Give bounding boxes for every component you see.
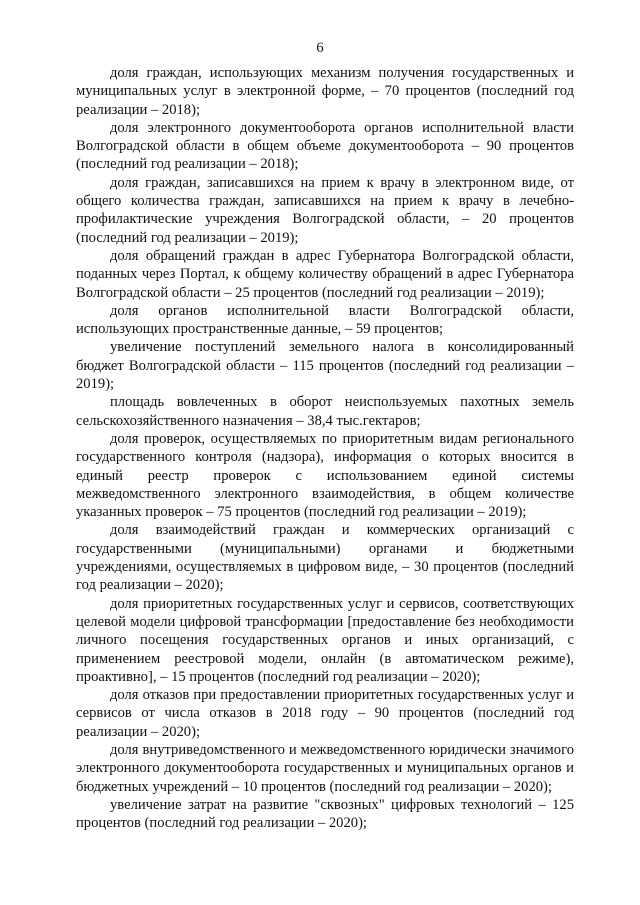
paragraph: доля граждан, использующих механизм получения государственных и муниципальных услуг в электронной форме, – 70 процентов (последний год реализации – 2018); xyxy=(76,65,574,118)
document-body xyxy=(76,64,574,832)
paragraph: увеличение поступлений земельного налога в консолидированный бюджет Волгоградской области – 115 процентов (последний год реализации – 2019); xyxy=(76,339,574,393)
paragraph: доля внутриведомственного и межведомственного юридически значимого электронного документооборота государственных и муниципальных органов и бюджетных учреждений – 10 процентов (последний год реализации – 2020); xyxy=(76,741,574,795)
paragraph: доля органов исполнительной власти Волгоградской области, использующих пространственные данные, – 59 процентов; xyxy=(76,302,574,338)
paragraph: доля взаимодействий граждан и коммерческих организаций с государственными (муниципальными) органами и бюджетными учреждениями, осуществляемых в цифровом виде, – 30 процентов (последний год реализации – 2020); xyxy=(76,522,574,594)
paragraph: доля граждан, записавшихся на прием к врачу в электронном виде, от общего количества граждан, записавшихся на прием к врачу в лечебно-профилактические учреждения Волгоградской области, – 20 процентов (последний год реализации – 2019); xyxy=(76,174,574,246)
paragraph: увеличение затрат на развитие "сквозных" цифровых технологий – 125 процентов (последний год реализации – 2020); xyxy=(76,796,574,832)
page-number: 6 xyxy=(316,40,324,56)
paragraph: площадь вовлеченных в оборот неиспользуемых пахотных земель сельскохозяйственного назначения – 38,4 тыс.гектаров; xyxy=(76,394,574,429)
paragraph: доля электронного документооборота органов исполнительной власти Волгоградской области в общем объеме документооборота – 90 процентов (последний год реализации – 2018); xyxy=(76,119,574,173)
paragraph: доля обращений граждан в адрес Губернатора Волгоградской области, поданных через Портал, к общему количеству обращений в адрес Губернатора Волгоградской области – 25 процентов (последний год реализации – 2019); xyxy=(76,247,574,301)
paragraph: доля отказов при предоставлении приоритетных государственных услуг и сервисов от числа отказов в 2018 году – 90 процентов (последний год реализации – 2020); xyxy=(76,687,574,740)
paragraph: доля приоритетных государственных услуг и сервисов, соответствующих целевой модели цифровой трансформации [предоставление без необходимости личного посещения государственных органов и иных организаций, с применением реестровой модели, онлайн (в автоматическом режиме), проактивно], – 15 процентов (последний год реализации – 2020); xyxy=(76,595,574,685)
paragraph: доля проверок, осуществляемых по приоритетным видам регионального государственного контроля (надзора), информация о которых вносится в единый реестр проверок с использованием единой системы межведомственного электронного взаимодействия, в общем количестве указанных проверок – 75 процентов (последний год реализации – 2019); xyxy=(76,430,574,521)
